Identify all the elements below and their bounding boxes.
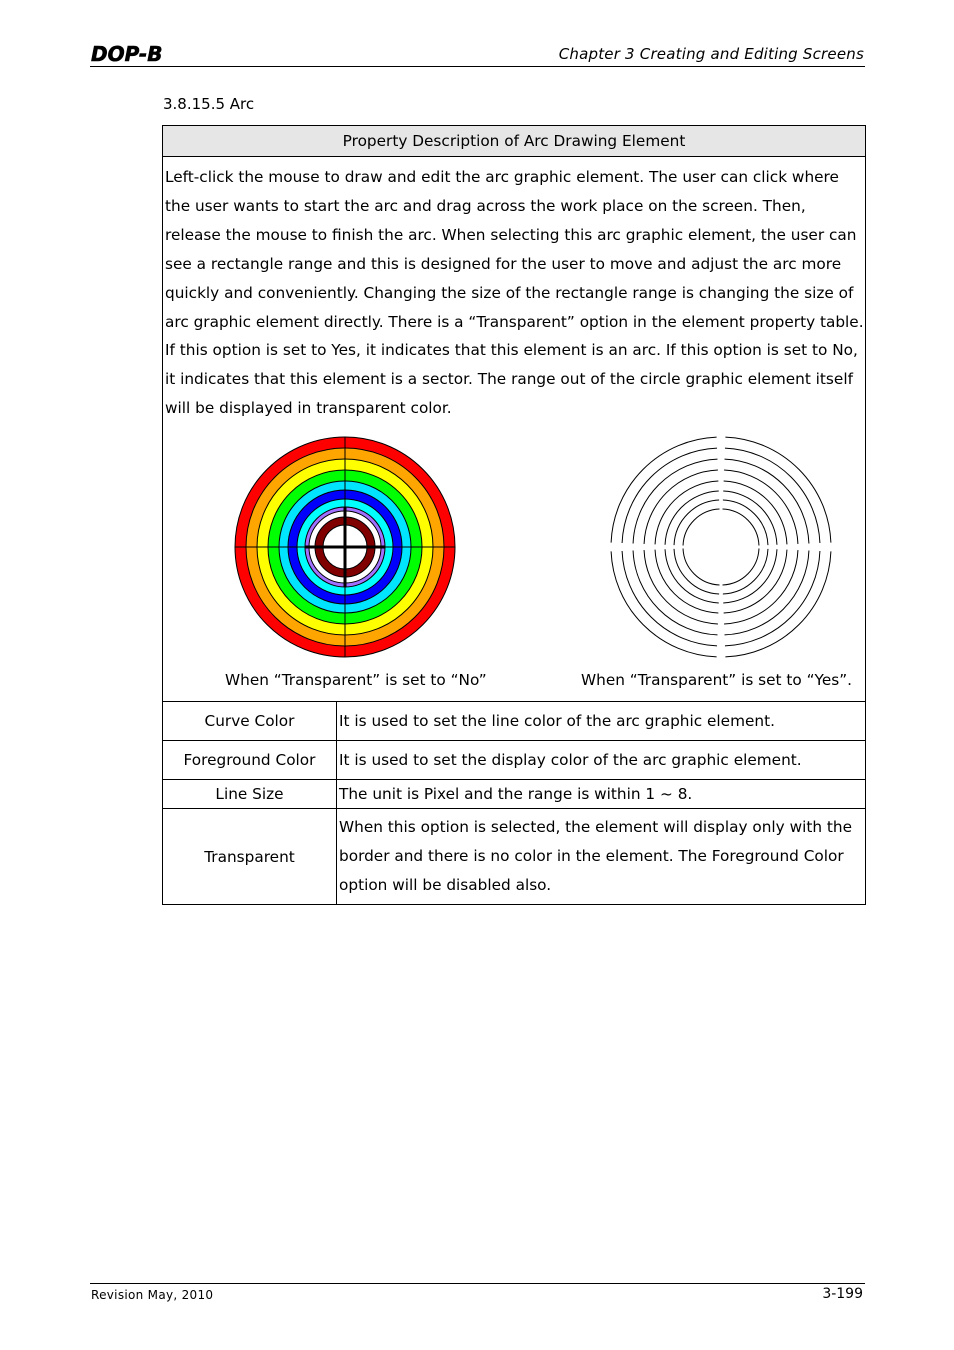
table-row: [163, 809, 866, 905]
arc-segment: [723, 549, 759, 585]
table-title: Property Description of Arc Drawing Element: [163, 126, 866, 157]
figures-area: [165, 423, 864, 701]
dop-b-logo: [90, 42, 172, 66]
arc-segment: [683, 549, 719, 585]
property-name: Line Size: [163, 780, 337, 809]
arc-segment: [723, 500, 768, 545]
property-description: It is used to set the line color of the arc graphic element.: [337, 702, 866, 741]
footer-divider: [90, 1283, 865, 1284]
description-cell: [163, 157, 866, 702]
arc-segment: [725, 437, 831, 543]
logo-text: DOP-B: [91, 42, 163, 66]
figure-caption-no: When “Transparent” is set to “No”: [225, 671, 487, 690]
header-divider: [90, 66, 865, 67]
revision-date: Revision May, 2010: [91, 1288, 214, 1302]
table-row: [163, 702, 866, 741]
property-name: Foreground Color: [163, 741, 337, 780]
property-description: The unit is Pixel and the range is within 1 ~ 8.: [337, 780, 866, 809]
arc-segment: [725, 552, 831, 658]
property-name: Curve Color: [163, 702, 337, 741]
arc-segment: [674, 549, 719, 594]
arc-segment: [655, 481, 718, 544]
arc-segment: [622, 448, 717, 543]
arc-segment: [723, 549, 768, 594]
property-table: [162, 125, 866, 905]
arc-segment: [723, 491, 777, 545]
arc-segment: [724, 481, 787, 544]
arc-segment: [611, 552, 717, 658]
arc-segment: [724, 550, 787, 613]
table-row: [163, 780, 866, 809]
chapter-title: Chapter 3 Creating and Editing Screens: [558, 45, 864, 63]
transparent-arc-figure: [609, 435, 833, 659]
arc-segment: [724, 470, 798, 544]
property-description: When this option is selected, the element will display only with the border and there is no color in the element. The Foreground Color option will be disabled also.: [337, 809, 866, 905]
arc-segment: [725, 551, 820, 646]
opaque-arc-figure: [233, 435, 457, 659]
arc-segment: [723, 549, 777, 603]
section-heading: 3.8.15.5 Arc: [163, 95, 255, 113]
arc-segment: [683, 509, 719, 545]
property-description: It is used to set the display color of the arc graphic element.: [337, 741, 866, 780]
figure-caption-yes: When “Transparent” is set to “Yes”.: [581, 671, 853, 690]
arc-segment: [644, 470, 718, 544]
arc-segment: [724, 550, 798, 624]
arc-segment: [723, 509, 759, 545]
arc-segment: [655, 550, 718, 613]
arc-segment: [674, 500, 719, 545]
table-row: [163, 741, 866, 780]
property-name: Transparent: [163, 809, 337, 905]
arc-segment: [611, 437, 717, 543]
arc-segment: [725, 448, 820, 543]
arc-segment: [665, 549, 719, 603]
page-number: 3-199: [822, 1286, 863, 1302]
description-text: Left-click the mouse to draw and edit the arc graphic element. The user can click where the user wants to start the arc and drag across the work place on the screen. Then, release the mouse to finish the arc. When selecting this arc graphic element, the user can see a rectangle range and this is designed for the user to move and adjust the arc more quickly and conveniently. Changing the size of the rectangle range is changing the size of arc graphic element directly. There is a “Transparent” option in the element property table. If this option is set to Yes, it indicates that this element is an arc. If this option is set to No, it indicates that this element is a sector. The range out of the circle graphic element itself will be displayed in transparent color.: [165, 168, 864, 418]
arc-segment: [644, 550, 718, 624]
arc-segment: [665, 491, 719, 545]
arc-segment: [622, 551, 717, 646]
